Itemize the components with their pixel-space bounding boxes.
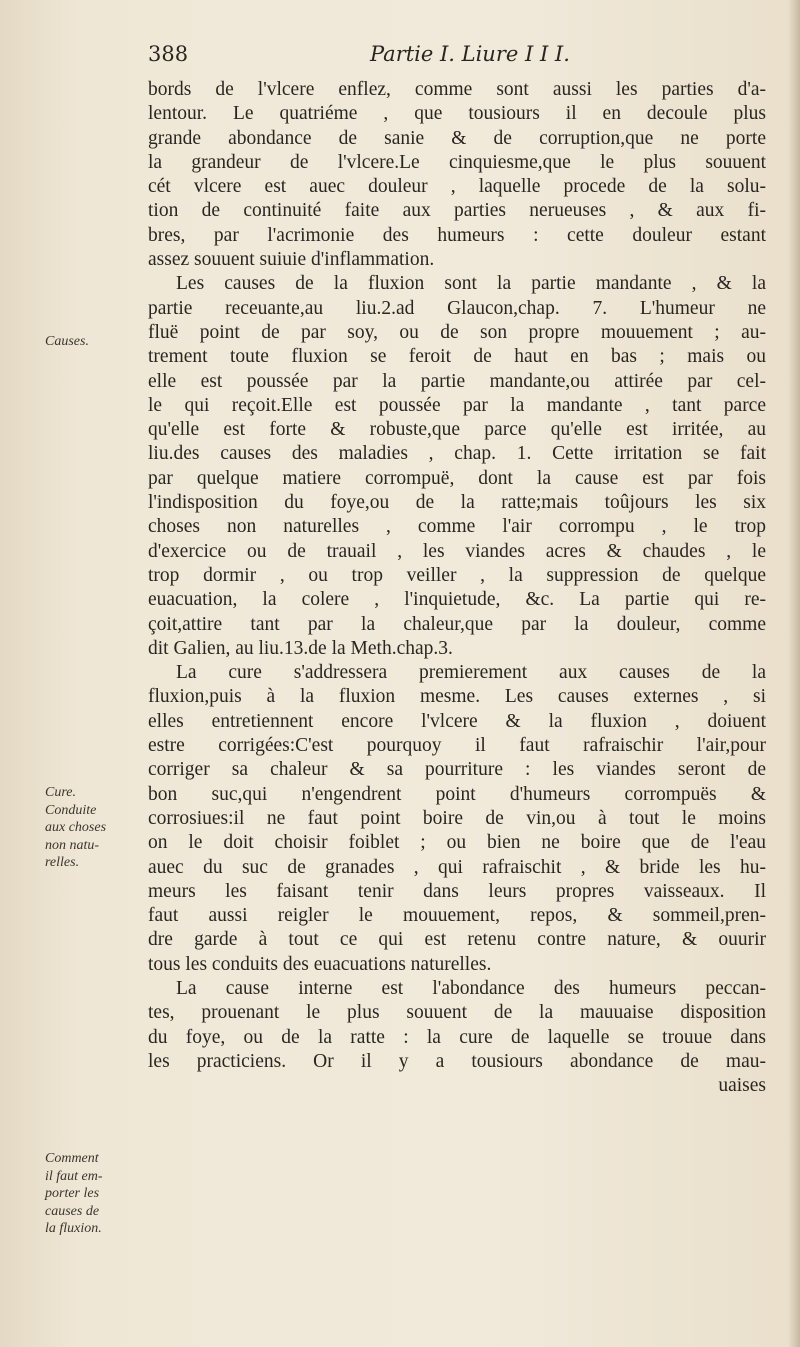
text-line: grande abondance de sanie & de corruption,que ne porte <box>148 127 766 149</box>
page-number: 388 <box>148 42 189 66</box>
text-line: choses non naturelles , comme l'air corrompu , le trop <box>148 516 766 538</box>
margin-note-line: il faut em- <box>45 1168 103 1184</box>
text-line: liu.des causes des maladies , chap. 1. Cette irritation se fait <box>148 443 766 465</box>
text-line: La cause interne est l'abondance des humeurs peccan- <box>176 977 766 999</box>
text-line: elles entretiennent encore l'vlcere & la fluxion , doiuent <box>148 710 766 732</box>
text-line: Les causes de la fluxion sont la partie mandante , & la <box>176 273 766 295</box>
margin-note-line: la fluxion. <box>45 1221 102 1236</box>
text-line: du foye, ou de la ratte : la cure de laquelle se trouue dans <box>148 1026 766 1048</box>
text-line: on le doit choisir foiblet ; ou bien ne boire que de l'eau <box>148 832 766 854</box>
text-line: lentour. Le quatriéme , que tousiours il en decoule plus <box>148 103 766 125</box>
text-line: la grandeur de l'vlcere.Le cinquiesme,que le plus souuent <box>148 151 766 173</box>
text-line: trement toute fluxion se feroit de haut en bas ; mais ou <box>148 346 766 368</box>
text-line: tes, prouenant le plus souuent de la mauuaise disposition <box>148 1002 766 1024</box>
margin-note-line: aux choses <box>45 820 107 835</box>
running-head: Partie I. Liure I I I. <box>370 42 570 66</box>
catchword: uaises <box>718 1075 766 1097</box>
margin-note-causes <box>45 333 147 351</box>
text-line: corriger sa chaleur & sa pourriture : les viandes seront de <box>148 759 766 781</box>
margin-note-line: causes de <box>45 1203 100 1219</box>
text-line: dre garde à tout ce qui est retenu contre nature, & ouurir <box>148 929 766 951</box>
text-line: tion de continuité faite aux parties nerueuses , & aux fi- <box>148 200 766 222</box>
text-line: d'exercice ou de trauail , les viandes acres & chaudes , le <box>148 540 766 562</box>
text-line: par quelque matiere corrompuë, dont la cause est par fois <box>148 467 766 489</box>
text-line: le qui reçoit.Elle est poussée par la mandante , tant parce <box>148 394 766 416</box>
margin-note-line: Conduite <box>45 802 97 818</box>
text-line: fluxion,puis à la fluxion mesme. Les causes externes , si <box>148 686 766 708</box>
text-line: assez souuent suiuie d'inflammation. <box>148 249 435 271</box>
margin-note-line: porter les <box>45 1186 100 1201</box>
margin-note-line: Cure. <box>45 785 76 800</box>
text-line: estre corrigées:C'est pourquoy il faut rafraischir l'air,pour <box>148 735 766 757</box>
text-line: les practiciens. Or il y a tousiours abondance de mau- <box>148 1050 766 1072</box>
text-line: corrosiues:il ne faut point boire de vin,ou à tout le moins <box>148 807 766 829</box>
text-line: cét vlcere est auec douleur , laquelle procede de la solu- <box>148 176 766 198</box>
text-line: qu'elle est forte & robuste,que parce qu'elle est irritée, au <box>148 419 766 441</box>
page-edge-shadow <box>788 0 800 1347</box>
text-line: trop dormir , ou trop veiller , la suppression de quelque <box>148 564 766 586</box>
margin-note-cure <box>45 784 147 872</box>
text-line: bon suc,qui n'engendrent point d'humeurs corrompuës & <box>148 783 766 805</box>
text-line: dit Galien, au liu.13.de la Meth.chap.3. <box>148 637 453 659</box>
text-line: meurs les faisant tenir dans leurs propres vaisseaux. Il <box>148 880 766 902</box>
text-line: l'indisposition du foye,ou de la ratte;mais toûjours les six <box>148 492 766 514</box>
text-line: faut aussi reigler le mouuement, repos, & sommeil,pren- <box>148 905 766 927</box>
text-line: fluë point de par soy, ou de son propre mouuement ; au- <box>148 321 766 343</box>
margin-note-line: non natu- <box>45 837 100 853</box>
margin-note-comment <box>45 1150 147 1238</box>
body-text <box>148 78 766 1098</box>
margin-note-line: relles. <box>45 855 80 870</box>
text-line: bords de l'vlcere enflez, comme sont aussi les parties d'a- <box>148 79 766 100</box>
text-line: euacuation, la colere , l'inquietude, &c. La partie qui re- <box>148 589 766 611</box>
text-line: partie receuante,au liu.2.ad Glaucon,chap. 7. L'humeur ne <box>148 297 766 319</box>
margin-note-line: Causes. <box>45 334 89 349</box>
text-line: elle est poussée par la partie mandante,ou attirée par cel- <box>148 370 766 392</box>
text-line: auec du suc de granades , qui rafraischit , & bride les hu- <box>148 856 766 878</box>
text-line: bres, par l'acrimonie des humeurs : cette douleur estant <box>148 224 766 246</box>
text-line: tous les conduits des euacuations naturelles. <box>148 953 492 975</box>
text-line: çoit,attire tant par la chaleur,que par la douleur, comme <box>148 613 766 635</box>
text-line: La cure s'addressera premierement aux causes de la <box>176 662 766 684</box>
margin-note-line: Comment <box>45 1151 99 1166</box>
